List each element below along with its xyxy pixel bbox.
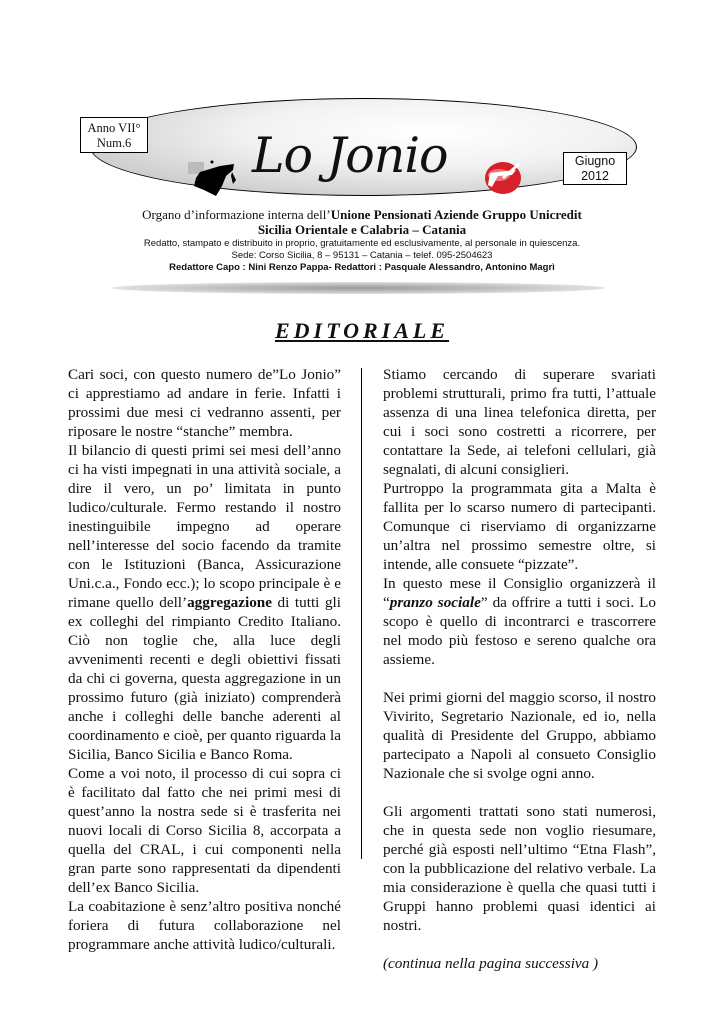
issue-month: Giugno (574, 154, 616, 168)
spacer (383, 935, 656, 954)
paragraph: Purtroppo la programmata gita a Malta è fallita per lo scarso numero di partecipanti. Comunque ci riserviamo di organizzarne un’altra nel prossimo semestre oltre, si intende, alle consuete “pizzate”. (383, 480, 656, 573)
separator-bar (112, 282, 605, 294)
continued-text: (continua nella pagina successiva ) (383, 955, 599, 972)
paragraph: Stiamo cercando di superare svariati problemi strutturali, primo fra tutti, l’attuale assenza di una linea telefonica diretta, per cui i soci sono costretti a ricorrere, per contattare la Sede, ai telefoni cellulari, già segnalati, di alcuni consiglieri. (383, 366, 656, 478)
text-span: ” da offrire a tutti i soci. Lo scopo è quello di incontrarci e trascorrere nel modo più festoso e sereno qualche ora assieme. (383, 594, 656, 668)
emphasis-bold-italic: pranzo sociale (389, 594, 481, 611)
paragraph: La coabitazione è senz’altro positiva nonché foriera di futura collaborazione nel programmare anche attività ludico/culturali. (68, 898, 341, 953)
text-span: In questo mese il Consiglio organizzerà il “ (383, 575, 656, 611)
emphasis-bold: aggregazione (187, 594, 272, 611)
paragraph (383, 574, 656, 669)
issue-year: Anno VII° (87, 121, 141, 135)
spacer (383, 783, 656, 802)
issue-number: Num.6 (96, 136, 132, 150)
address-line: Sede: Corso Sicilia, 8 – 95131 – Catania – telef. 095-2504623 (231, 250, 493, 261)
organ-line (0, 207, 724, 223)
unicredit-logo-icon (482, 155, 524, 197)
paragraph: Gli argomenti trattati sono stati numerosi, che in questa sede non voglio riesumare, perché già esposti nell’ultimo “Etna Flash”, con la pubblicazione del relativo verbale. La mia considerazione è quella che quasi tutti i Gruppi hanno problemi quasi identici ai nostri. (383, 803, 656, 934)
column-divider (361, 368, 362, 859)
organization-name: Unione Pensionati Aziende Gruppo Unicredit (330, 207, 582, 222)
paragraph: Come a voi noto, il processo di cui sopra ci è facilitato dal fatto che nei primi mesi di quest’anno la nostra sede si è trasferita nei nuovi locali di Corso Sicilia 8, accorpata a quella del CRAL, i cui componenti nella gran parte sono rappresentati da dipendenti dell’ex Banco Sicilia. (68, 765, 341, 896)
date-box (563, 152, 627, 185)
sicily-map-icon (186, 160, 238, 202)
organ-prefix: Organo d’informazione interna dell’ (142, 207, 331, 222)
paragraph: Nei primi giorni del maggio scorso, il nostro Vivirito, Segretario Nazionale, ed io, nella qualità di Presidente del Gruppo, abbiamo partecipato a Napoli al consueto Consiglio Nazionale che si svolge ogni anno. (383, 689, 656, 782)
section-heading: EDITORIALE (274, 318, 450, 343)
issue-box (80, 117, 148, 153)
paragraph: Cari soci, con questo numero de”Lo Jonio” ci apprestiamo ad andare in ferie. Infatti i prossimi due mesi ci vedranno assenti, per riposare le nostre “stanche” membra. (68, 366, 341, 440)
distribution-line: Redatto, stampato e distribuito in proprio, gratuitamente ed esclusivamente, al personale in quiescenza. (143, 238, 581, 249)
text-span: Il bilancio di questi primi sei mesi dell’anno ci ha visti impegnati in una attività sociale, a dire il vero, un po’ limitata in punto ludico/culturale. Fermo restando il nostro inestinguibile impegno ad operare nell’interesse del socio facendo da tramite con le Istituzioni (Banca, Assicurazione Uni.c.a., Fondo ecc.); lo scopo principale è e rimane quello dell’ (68, 442, 341, 611)
right-column (383, 365, 656, 973)
spacer (383, 669, 656, 688)
text-span: di tutti gli ex colleghi del rimpianto Credito Italiano. Ciò non toglie che, alla luce degli avvenimenti recenti e degli obiettivi fissati da chi ci governa, questa aggregazione in un prossimo futuro (già iniziato) comprenderà anche i colleghi delle banche aderenti al coordinamento e cioè, per quanto riguarda la Sicilia, Banco Sicilia e Banco Roma. (68, 594, 341, 763)
editors-line: Redattore Capo : Nini Renzo Pappa- Redattori : Pasquale Alessandro, Antonino Magrì (169, 262, 555, 273)
region-line: Sicilia Orientale e Calabria – Catania (257, 222, 467, 237)
left-column (68, 365, 341, 954)
newsletter-title: Lo Jonio (252, 127, 448, 184)
paragraph (68, 441, 341, 764)
issue-year-number: 2012 (581, 169, 609, 183)
continued-note (383, 954, 656, 973)
